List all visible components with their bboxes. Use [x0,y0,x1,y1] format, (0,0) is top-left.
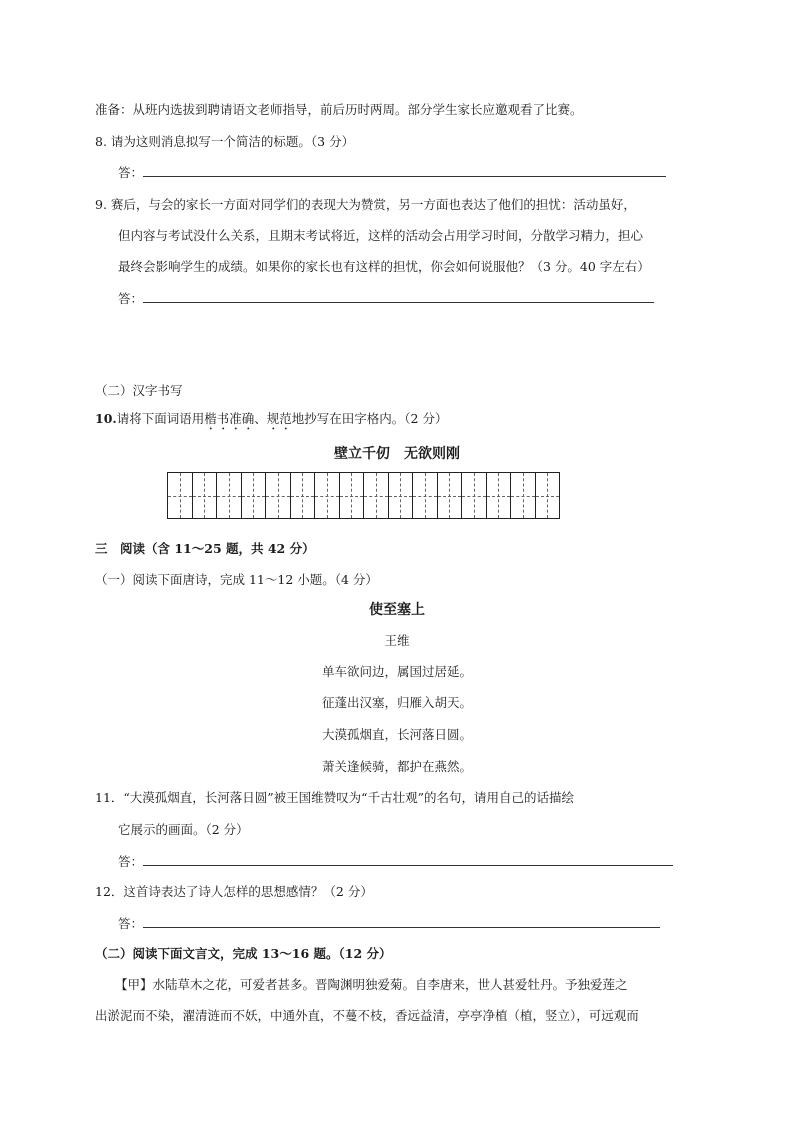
grid-cell[interactable] [510,472,536,519]
q10-number: 10. [95,411,117,426]
grid-cell[interactable] [216,472,242,519]
q8-answer-row [118,163,666,182]
q9-line-2: 但内容与考试没什么关系，且期末考试将近，这样的活动会占用学习时间，分散学习精力，担心 [118,228,644,243]
tianzi-grid[interactable] [168,472,560,519]
poem-line-1: 单车欲问边，属国过居延。 [321,664,472,679]
grid-cell[interactable] [241,472,267,519]
grid-cell[interactable] [265,472,291,519]
answer-label: 答： [118,291,144,306]
writing-section-heading: （二）汉字书写 [95,383,183,398]
poem-line-3: 大漠孤烟直，长河落日圆。 [321,727,472,742]
q8-question: 8. 请为这则消息拟写一个简洁的标题。（3 分） [95,134,355,149]
q9-answer-row [118,289,654,308]
q11-line-2: 它展示的画面。（2 分） [118,822,249,837]
q9-line-1: 9. 赛后，与会的家长一方面对同学们的表现大为赞赏，另一方面也表达了他们的担忧：活动虽好， [95,197,636,212]
reading-part-1: （一）阅读下面唐诗，完成 11～12 小题。（4 分） [95,572,378,587]
q10-post: 地抄写在田字格内。（2 分） [291,411,448,426]
q12-question: 12．这首诗表达了诗人怎样的思想感情？（2 分） [95,884,373,899]
poem-line-4: 萧关逢候骑，都护在燕然。 [321,759,472,774]
q8-answer-line[interactable] [143,163,666,177]
q10-emphasis: 楷书准确、规范 [204,411,292,426]
grid-cell[interactable] [437,472,463,519]
grid-cell[interactable] [461,472,487,519]
poem-author: 王维 [384,633,410,648]
q10-pre: 请将下面词语用 [116,411,205,426]
poem-line-2: 征蓬出汉塞，归雁入胡天。 [321,695,472,710]
q10-question [95,410,447,433]
grid-cell[interactable] [167,472,193,519]
q11-line-1: 11．“大漠孤烟直，长河落日圆”被王国维赞叹为“千古壮观”的名句，请用自己的话描绘 [95,790,574,805]
grid-cell[interactable] [192,472,218,519]
grid-cell[interactable] [486,472,512,519]
q9-answer-line[interactable] [143,289,654,303]
classical-text-line-2: 出淤泥而不染，濯清涟而不妖，中通外直，不蔓不枝，香远益清，亭亭净植（植，竖立），可远观而 [95,1008,639,1023]
q12-answer-row [118,914,660,933]
grid-cell[interactable] [339,472,365,519]
answer-label: 答： [118,916,144,931]
grid-cell[interactable] [363,472,389,519]
reading-part-2: （二）阅读下面文言文，完成 13～16 题。（12 分） [95,946,392,961]
copy-words: 壁立千仞 无欲则刚 [334,446,460,462]
answer-label: 答： [118,165,144,180]
q9-line-3: 最终会影响学生的成绩。如果你的家长也有这样的担忧，你会如何说服他？（3 分。40 字左右） [118,259,650,274]
grid-cell[interactable] [412,472,438,519]
reading-section-heading: 三 阅读（含 11～25 题，共 42 分） [95,541,315,556]
q11-answer-row [118,852,673,871]
q12-answer-line[interactable] [143,914,660,928]
grid-cell[interactable] [535,472,561,519]
poem-title: 使至塞上 [369,602,425,618]
q11-answer-line[interactable] [143,852,673,866]
grid-cell[interactable] [388,472,414,519]
grid-cell[interactable] [314,472,340,519]
answer-label: 答： [118,854,144,869]
classical-text-line-1: 【甲】水陆草木之花，可爱者甚多。晋陶渊明独爱菊。自李唐来，世人甚爱牡丹。予独爱莲之 [115,977,628,992]
grid-cell[interactable] [290,472,316,519]
prep-line: 准备：从班内选拔到聘请语文老师指导，前后历时两周。部分学生家长应邀观看了比赛。 [95,102,583,117]
